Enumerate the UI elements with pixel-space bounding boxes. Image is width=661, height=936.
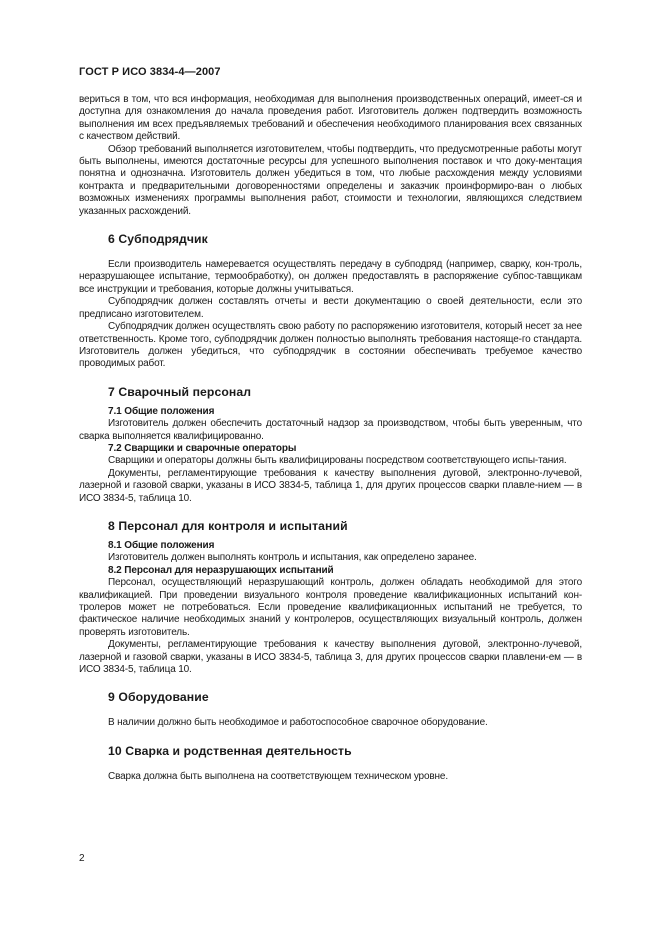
section-6-title: 6 Субподрядчик xyxy=(108,232,208,247)
section-6-paragraph-1: Если производитель намеревается осуществлять передачу в субподряд (например, сварку, кон-троль, неразрушающее испытание, термообработку), он должен предоставлять в распоряжение субпос-тавщикам все инструкции и требования, которые должны учитываться. xyxy=(79,259,582,295)
section-6-paragraph-2: Субподрядчик должен составлять отчеты и вести документацию о своей деятельности, если это предписано изготовителем. xyxy=(79,296,582,320)
section-9-paragraph-1: В наличии должно быть необходимое и работоспособное сварочное оборудование. xyxy=(108,717,488,729)
subsection-8-2-title: 8.2 Персонал для неразрушающих испытаний xyxy=(108,564,334,576)
section-7-paragraph-1: Изготовитель должен обеспечить достаточный надзор за производством, чтобы быть уверенным, что сварка выполняется квалифицированно. xyxy=(79,418,582,442)
section-9-title: 9 Оборудование xyxy=(108,690,209,705)
subsection-7-1-title: 7.1 Общие положения xyxy=(108,405,215,417)
section-7-paragraph-2: Сварщики и операторы должны быть квалифицированы посредством соответствующего испы-тания. xyxy=(108,455,567,467)
subsection-7-2-title: 7.2 Сварщики и сварочные операторы xyxy=(108,442,297,454)
section-8-paragraph-1: Изготовитель должен выполнять контроль и испытания, как определено заранее. xyxy=(108,552,477,564)
standard-header: ГОСТ Р ИСО 3834-4—2007 xyxy=(79,66,221,78)
section-6-paragraph-3: Субподрядчик должен осуществлять свою работу по распоряжению изготовителя, который несет за нее ответственность. Кроме того, субподрядчик должен полностью выполнять требования настояще-го стандарта. Изготовитель должен убедиться, что субподрядчик в состоянии обеспечивать требуемое качество проводимых работ. xyxy=(79,321,582,370)
subsection-8-1-title: 8.1 Общие положения xyxy=(108,539,215,551)
section-7-paragraph-3: Документы, регламентирующие требования к качеству выполнения дуговой, электронно-лучевой, лазерной и газовой сварки, указаны в ИСО 3834-5, таблица 1, для других процессов сварки плавле-нием — в ИСО 3834-5, таблица 10. xyxy=(79,467,582,504)
page-number: 2 xyxy=(79,853,85,864)
section-8-paragraph-2: Персонал, осуществляющий неразрушающий контроль, должен обладать необходимой для этого квалификацией. При проведении визуального контроля проведение квалификационных испытаний кон-тролеров может не потребоваться. Если проведение квалификационных испытаний не требуется, то фактическое наличие необходимых знаний у контролеров, осуществляющих визуальный контроль, должен проверять изготовитель. xyxy=(79,577,582,638)
section-10-title: 10 Сварка и родственная деятельность xyxy=(108,743,352,758)
intro-paragraph-1: вериться в том, что вся информация, необходимая для выполнения производственных операций, имеет-ся и доступна для ознакомления до начала проведения работ. Изготовитель должен подтвердить возможность выполнения им всех предъявляемых требований и обеспечения необходимого планирования всех связанных с качеством действий. xyxy=(79,94,582,143)
section-10-paragraph-1: Сварка должна быть выполнена на соответствующем техническом уровне. xyxy=(108,770,448,782)
section-8-paragraph-3: Документы, регламентирующие требования к качеству выполнения дуговой, электронно-лучевой, лазерной и газовой сварки, указаны в ИСО 3834-5, таблица 3, для других процессов сварки плавлени-ем — в ИСО 3834-5, таблица 10. xyxy=(79,639,582,676)
page-content xyxy=(79,94,582,783)
section-7-title: 7 Сварочный персонал xyxy=(108,384,252,399)
section-8-title: 8 Персонал для контроля и испытаний xyxy=(108,518,348,533)
intro-paragraph-2: Обзор требований выполняется изготовителем, чтобы подтвердить, что предусмотренные работы могут быть выполнены, имеются достаточные ресурсы для успешного выполнения поставок и что доку-ментация понятна и однозначна. Изготовитель должен убедиться в том, что любые расхождения между условиями контракта и предварительными договоренностями определены и заказчик проинформиро-ван о любых возможных изменениях программы выполнения работ, стоимости и технологии, являющихся следствием указанных расхождений. xyxy=(79,143,582,217)
